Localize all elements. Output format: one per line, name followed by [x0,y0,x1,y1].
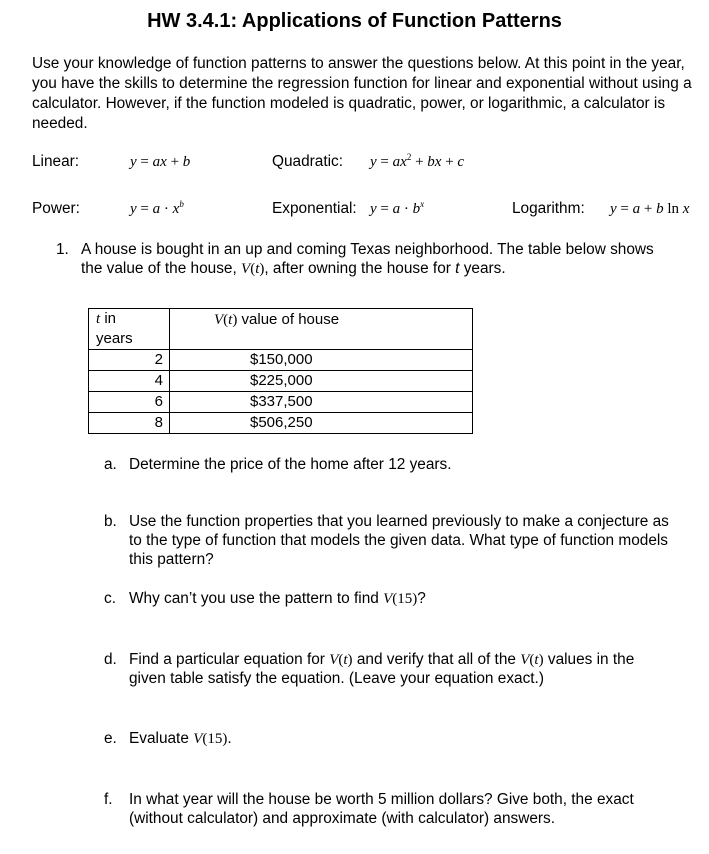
quadratic-label: Quadratic: [272,153,344,170]
question-line-2: the value of the house, V(t), after owning the house for t years. [81,260,506,277]
cell-value: $506,250 [170,413,473,434]
power-label: Power: [32,200,80,217]
part-d-line-1: Find a particular equation for V(t) and verify that all of the V(t) values in the [129,651,635,668]
header-v-value-of-house: V(t) value of house [170,309,473,350]
part-e-letter: e. [104,730,117,747]
cell-value: $225,000 [170,371,473,392]
header-t-in-years: t in years [89,309,170,350]
cell-t: 6 [89,392,170,413]
intro-paragraph: Use your knowledge of function patterns to answer the questions below. At this point in the year, you have the skills to determine the regression function for linear and exponential without using a calculator. However, if the function modeled is quadratic, power, or logarithmic, a calculator is needed. [32,55,692,132]
cell-value: $150,000 [170,350,473,371]
part-d-letter: d. [104,651,117,668]
part-b-line-3: this pattern? [129,551,214,568]
part-f-line-1: In what year will the house be worth 5 million dollars? Give both, the exact [129,791,634,808]
house-value-table [88,308,473,434]
cell-t: 8 [89,413,170,434]
part-b-letter: b. [104,513,117,530]
part-c-letter: c. [104,590,116,607]
table-row [89,371,473,392]
part-a-letter: a. [104,456,117,473]
part-c-text: Why can’t you use the pattern to find V(15)? [129,590,426,607]
quadratic-formula: $y = ax^2$ + bx + c [370,152,465,170]
exponential-label: Exponential: [272,200,357,217]
linear-label: Linear: [32,153,80,170]
part-f-letter: f. [104,791,113,808]
part-b-line-1: Use the function properties that you learned previously to make a conjecture as [129,513,669,530]
part-f-line-2: (without calculator) and approximate (with calculator) answers. [129,810,555,827]
power-formula: $y = a \cdot x^b$ [130,199,184,217]
cell-t: 2 [89,350,170,371]
table-header-row [89,309,473,350]
part-a-text: Determine the price of the home after 12 years. [129,456,452,473]
linear-formula: y = ax + b [130,154,191,170]
logarithm-label: Logarithm: [512,200,585,217]
cell-t: 4 [89,371,170,392]
table-row [89,413,473,434]
part-d-line-2: given table satisfy the equation. (Leave your equation exact.) [129,670,544,687]
page-title: HW 3.4.1: Applications of Function Patterns [147,10,562,32]
question-line-1: A house is bought in an up and coming Texas neighborhood. The table below shows [81,241,654,258]
table-row [89,392,473,413]
table-row [89,350,473,371]
part-b-line-2: to the type of function that models the given data. What type of function models [129,532,668,549]
logarithm-formula: y = a + b ln x [610,201,690,217]
question-number: 1. [56,241,69,258]
cell-value: $337,500 [170,392,473,413]
part-e-text: Evaluate V(15). [129,730,232,747]
exponential-formula: $y = a \cdot b^x$ [370,199,425,217]
